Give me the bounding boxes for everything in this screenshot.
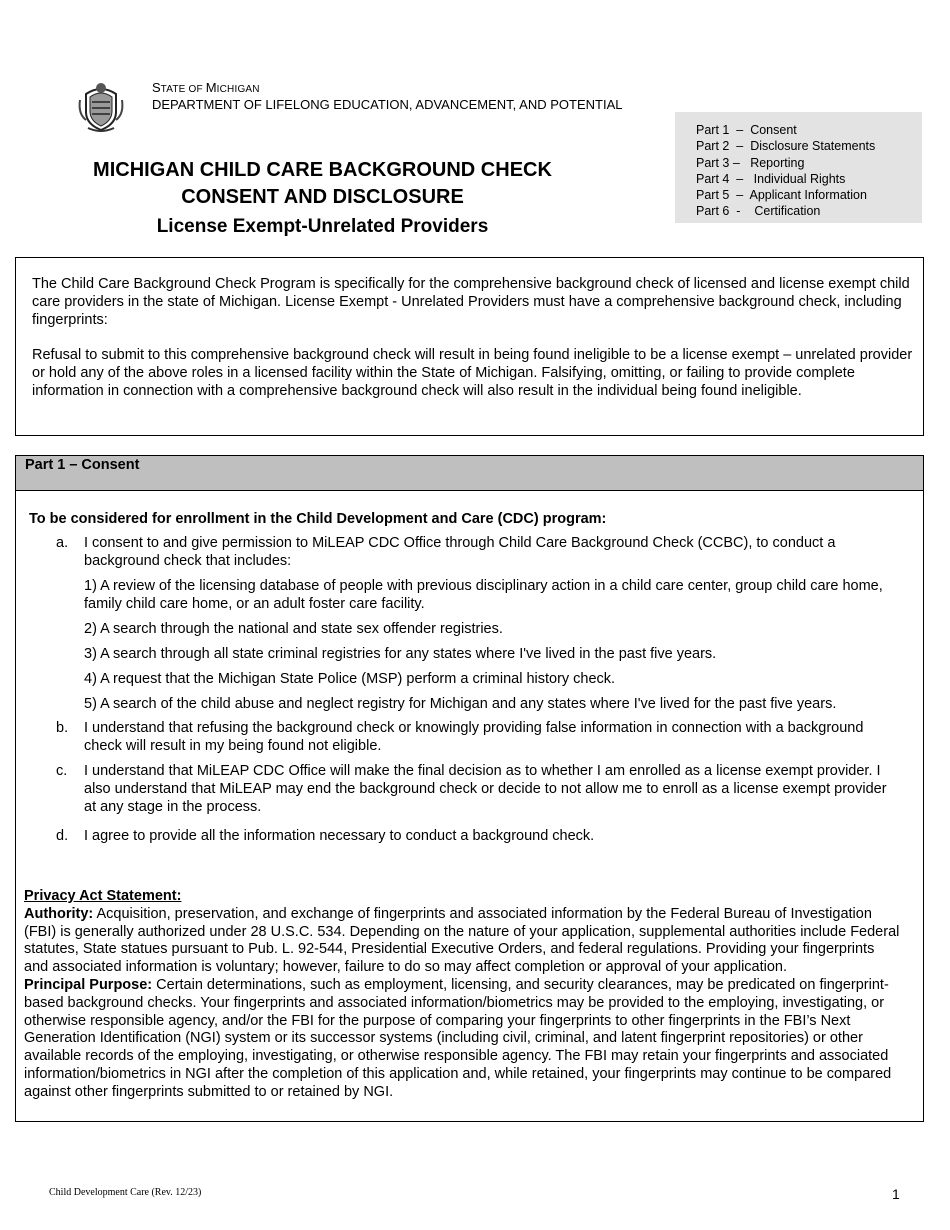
- item-text: I agree to provide all the information necessary to conduct a background check.: [84, 828, 595, 844]
- authority-text: Acquisition, preservation, and exchange of fingerprints and associated information by the Federal Bureau of Investigation (FBI) is generally authorized under 28 U.S.C. 534. Depending on the nature of your application, supplemental authorities include Federal statutes, State statues pursuant to Pub. L. 92-544, Presidential Executive Orders, and federal regulations. Providing your fingerprints and associated information is voluntary; however, failure to do so may affect completion or approval of your application.: [24, 905, 900, 976]
- state-name: STATE OF MICHIGAN: [152, 80, 260, 95]
- consent-item-d: [16, 827, 923, 845]
- consent-items: [16, 534, 923, 845]
- intro-box: [15, 257, 924, 436]
- item-letter: c.: [56, 763, 68, 779]
- intro-paragraph-1: The Child Care Background Check Program is specifically for the comprehensive background check of licensed and license exempt child care providers in the state of Michigan. License Exempt - Unrelated Providers must have a comprehensive background check, including fingerprints:: [32, 276, 910, 328]
- parts-index-item: Part 4 – Individual Rights: [696, 171, 846, 186]
- privacy-authority: [24, 906, 901, 977]
- sub-item: 5) A search of the child abuse and neglect registry for Michigan and any states where I've lived for the past five years.: [84, 696, 837, 712]
- page-number: 1: [892, 1186, 900, 1202]
- item-text: I consent to and give permission to MiLEAP CDC Office through Child Care Background Check (CCBC), to conduct a background check that includes:: [84, 535, 836, 569]
- parts-index-item: Part 2 – Disclosure Statements: [696, 139, 876, 154]
- item-letter: d.: [56, 828, 69, 844]
- authority-label: Authority:: [24, 905, 94, 922]
- consent-lead: To be considered for enrollment in the Child Development and Care (CDC) program:: [29, 511, 607, 527]
- part-1-section: [15, 455, 924, 1122]
- form-title: [40, 157, 605, 240]
- intro-paragraph-2: Refusal to submit to this comprehensive background check will result in being found ineligible to be a license exempt – unrelated provider or hold any of the above roles in a licensed facility within the State of Michigan. Falsifying, omitting, or failing to provide complete information in connection with a comprehensive background check will also result in the individual being found ineligible.: [32, 347, 913, 399]
- item-letter: b.: [56, 720, 69, 736]
- item-text: I understand that refusing the background check or knowingly providing false information in connection with a background check will result in my being found not eligible.: [84, 720, 864, 754]
- part-1-header: Part 1 – Consent: [16, 456, 923, 491]
- parts-index-item: Part 5 – Applicant Information: [696, 188, 867, 203]
- privacy-heading: Privacy Act Statement:: [24, 888, 182, 904]
- sub-item: 4) A request that the Michigan State Police (MSP) perform a criminal history check.: [84, 671, 616, 687]
- item-text: I understand that MiLEAP CDC Office will make the final decision as to whether I am enrolled as a license exempt provider. I also understand that MiLEAP may end the background check or decide to not allow me to enroll as a license exempt provider at any stage in the process.: [84, 763, 887, 815]
- privacy-act-statement: [24, 888, 901, 1102]
- consent-item-a: [16, 534, 923, 713]
- department-name: DEPARTMENT OF LIFELONG EDUCATION, ADVANCEMENT, AND POTENTIAL: [152, 97, 623, 112]
- title-line-2: CONSENT AND DISCLOSURE: [181, 186, 464, 208]
- consent-item-c: [16, 762, 923, 816]
- parts-index-item: Part 3 – Reporting: [696, 155, 805, 170]
- sub-item: 1) A review of the licensing database of people with previous disciplinary action in a child care center, group child care home, family child care home, or an adult foster care facility.: [84, 578, 883, 612]
- form-revision: Child Development Care (Rev. 12/23): [49, 1187, 202, 1198]
- agency-header: [152, 80, 622, 112]
- title-line-1: MICHIGAN CHILD CARE BACKGROUND CHECK: [93, 159, 552, 181]
- title-line-3: License Exempt-Unrelated Providers: [156, 216, 489, 237]
- sub-item: 3) A search through all state criminal registries for any states where I've lived in the past five years.: [84, 646, 717, 662]
- privacy-purpose: [24, 977, 901, 1102]
- purpose-label: Principal Purpose:: [24, 976, 153, 993]
- purpose-text: Certain determinations, such as employment, licensing, and security clearances, may be predicated on fingerprint- based background checks. Your fingerprints and associated information/biometrics may be provided to the employing, investigating, or otherwise responsible agency, and/or the FBI for the purpose of comparing your fingerprints to other fingerprints in the FBI’s Next Generation Identification (NGI) system or its successor systems (including civil, criminal, and latent fingerprint repositories) or other available records of the employing, investigating, or otherwise responsible agency. The FBI may retain your fingerprints and associated information/biometrics in NGI after the completion of this application and, while retained, your fingerprints may continue to be compared against other fingerprints submitted to or retained by NGI.: [24, 976, 892, 1100]
- sub-item: 2) A search through the national and state sex offender registries.: [84, 621, 503, 637]
- consent-item-b: [16, 719, 923, 755]
- item-letter: a.: [56, 535, 69, 551]
- parts-index-item: Part 1 – Consent: [696, 123, 797, 137]
- parts-index: [675, 112, 922, 223]
- parts-index-item: Part 6 - Certification: [696, 204, 821, 219]
- state-seal-icon: [78, 80, 124, 132]
